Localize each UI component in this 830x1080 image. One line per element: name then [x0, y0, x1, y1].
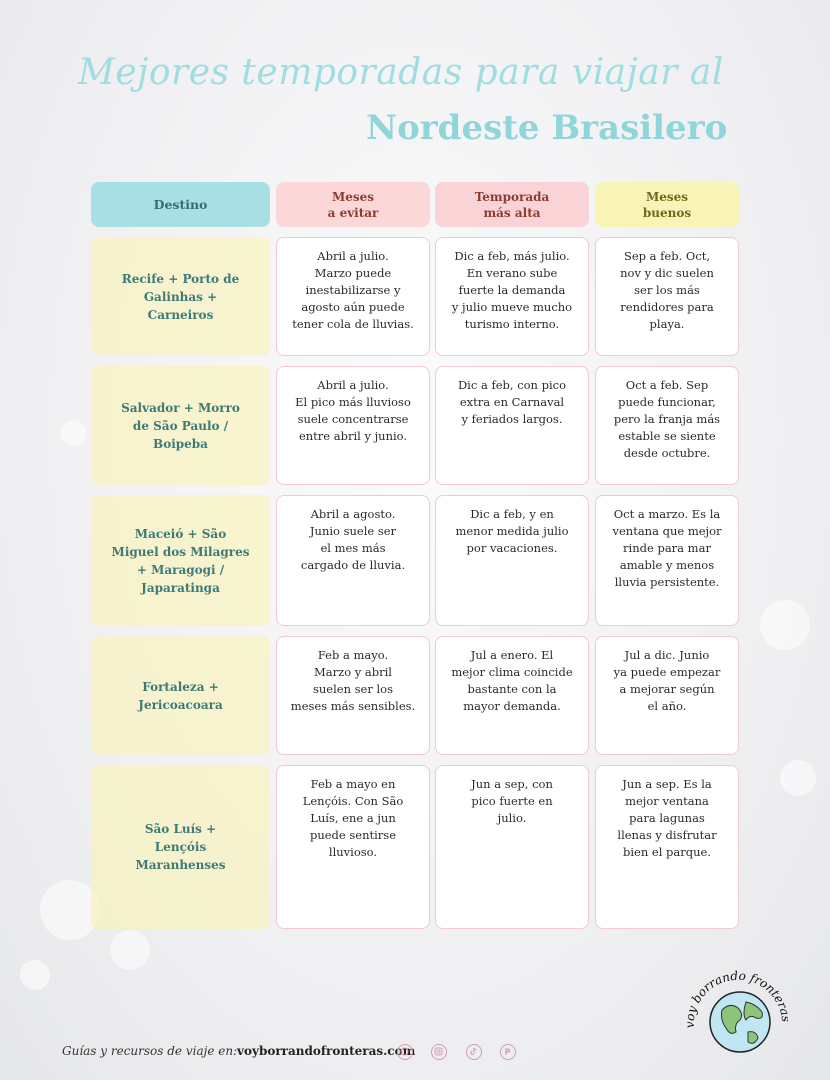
- alta-maceio: Dic a feb, y en menor medida julio por vacaciones.: [435, 495, 589, 626]
- buenos-maceio: Oct a marzo. Es la ventana que mejor rinde para mar amable y menos lluvia persistente.: [595, 495, 739, 626]
- instagram-icon[interactable]: [431, 1044, 447, 1060]
- evitar-fortaleza: Feb a mayo. Marzo y abril suelen ser los meses más sensibles.: [276, 636, 430, 755]
- alta-recife: Dic a feb, más julio. En verano sube fuerte la demanda y julio mueve mucho turismo interno.: [435, 237, 589, 356]
- buenos-recife: Sep a feb. Oct, nov y dic suelen ser los más rendidores para playa.: [595, 237, 739, 356]
- evitar-salvador: Abril a julio. El pico más lluvioso suele concentrarse entre abril y junio.: [276, 366, 430, 485]
- header-meses-buenos: Meses buenos: [595, 182, 739, 227]
- header-meses-a-evitar: Meses a evitar: [276, 182, 430, 227]
- page-title: Nordeste Brasilero: [366, 108, 728, 148]
- header-destino: Destino: [91, 182, 270, 227]
- alta-fortaleza: Jul a enero. El mejor clima coincide bastante con la mayor demanda.: [435, 636, 589, 755]
- destino-salvador: Salvador + Morro de São Paulo / Boipeba: [91, 366, 270, 485]
- evitar-maceio: Abril a agosto. Junio suele ser el mes más cargado de lluvia.: [276, 495, 430, 626]
- logo-text: voy borrando fronte: [684, 968, 787, 1029]
- alta-salvador: Dic a feb, con pico extra en Carnaval y feriados largos.: [435, 366, 589, 485]
- destino-maceio: Maceió + São Miguel dos Milagres + Maragogi / Japaratinga: [91, 495, 270, 626]
- destino-sao-luis: São Luís + Lençóis Maranhenses: [91, 765, 270, 929]
- buenos-sao-luis: Jun a sep. Es la mejor ventana para lagunas llenas y disfrutar bien el parque.: [595, 765, 739, 929]
- destino-fortaleza: Fortaleza + Jericoacoara: [91, 636, 270, 755]
- title-script-line: Mejores temporadas para viajar al: [78, 52, 724, 93]
- brand-logo: [684, 958, 788, 1062]
- tiktok-icon[interactable]: [466, 1044, 482, 1060]
- buenos-salvador: Oct a feb. Sep puede funcionar, pero la franja más estable se siente desde octubre.: [595, 366, 739, 485]
- evitar-recife: Abril a julio. Marzo puede inestabilizarse y agosto aún puede tener cola de lluvias.: [276, 237, 430, 356]
- footer-caption: Guías y recursos de viaje en:: [62, 1044, 238, 1058]
- pinterest-icon[interactable]: [500, 1044, 516, 1060]
- web-icon[interactable]: [397, 1044, 413, 1060]
- svg-text:P: P: [504, 1047, 511, 1057]
- alta-sao-luis: Jun a sep, con pico fuerte en julio.: [435, 765, 589, 929]
- footer-website-link[interactable]: voyborrandofronteras.com: [237, 1044, 416, 1058]
- destino-recife: Recife + Porto de Galinhas + Carneiros: [91, 237, 270, 356]
- header-temporada-mas-alta: Temporada más alta: [435, 182, 589, 227]
- buenos-fortaleza: Jul a dic. Junio ya puede empezar a mejorar según el año.: [595, 636, 739, 755]
- evitar-sao-luis: Feb a mayo en Lençóis. Con São Luís, ene a jun puede sentirse lluvioso.: [276, 765, 430, 929]
